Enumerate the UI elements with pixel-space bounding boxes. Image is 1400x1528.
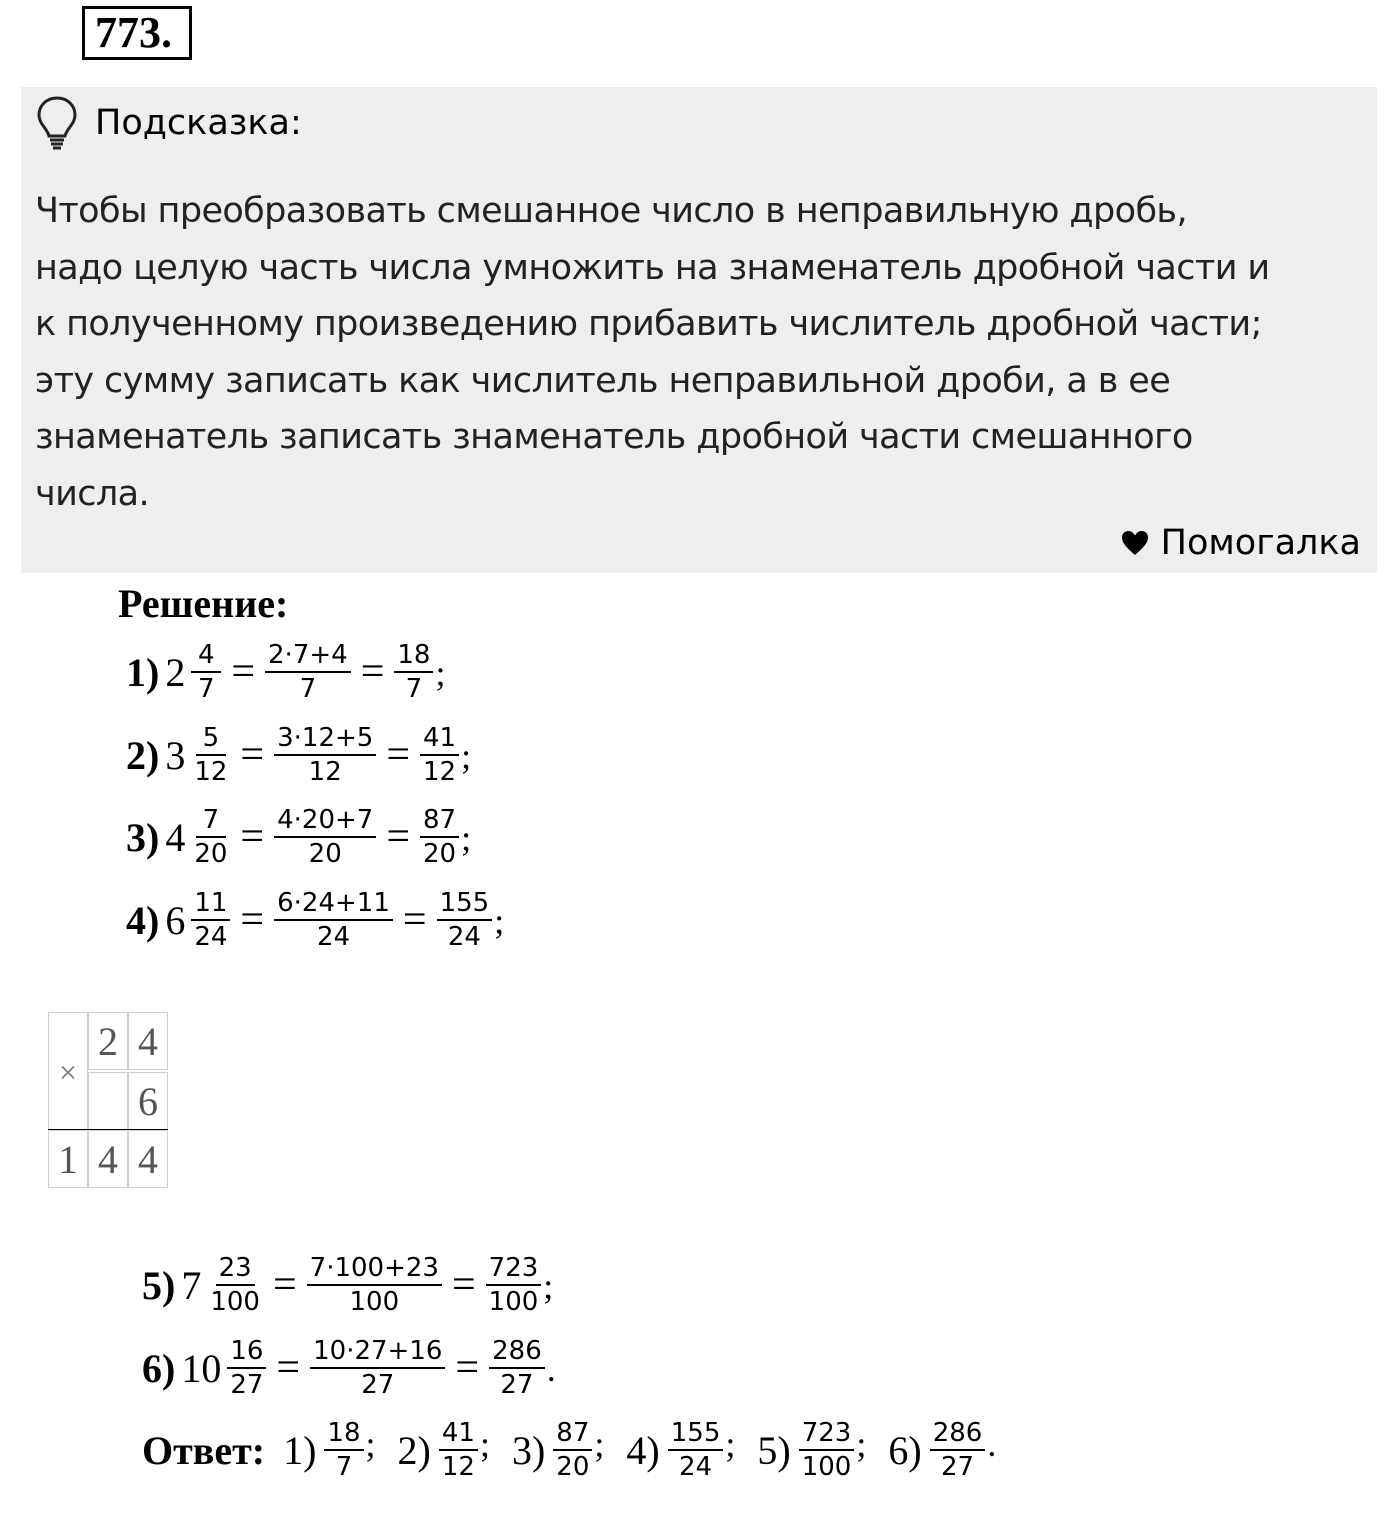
fraction <box>265 639 351 705</box>
whole-part: 10 <box>181 1345 222 1391</box>
denominator: 100 <box>349 1287 400 1317</box>
numerator: 5 <box>196 722 226 756</box>
numerator: 16 <box>227 1335 266 1369</box>
denominator: 100 <box>488 1287 539 1317</box>
denominator: 20 <box>308 839 342 869</box>
numerator: 41 <box>420 722 459 756</box>
denominator: 24 <box>679 1452 713 1482</box>
whole-part: 2 <box>165 649 186 695</box>
fraction <box>191 639 221 705</box>
punctuation: ; <box>856 1424 867 1464</box>
numerator: 155 <box>668 1417 724 1451</box>
hint-line: знаменатель записать знаменатель дробной части смешанного <box>35 417 1193 457</box>
punctuation: . <box>987 1424 997 1464</box>
denominator: 20 <box>556 1452 590 1482</box>
equals-sign: = <box>386 814 411 860</box>
punctuation: ; <box>479 1424 490 1464</box>
whole-part: 6 <box>165 897 186 943</box>
numerator: 18 <box>324 1417 363 1451</box>
numerator: 4 <box>191 639 221 673</box>
multiply-sign: × <box>48 1012 88 1130</box>
equals-sign: = <box>386 732 411 778</box>
equals-sign: = <box>231 649 256 695</box>
numerator: 286 <box>930 1417 986 1451</box>
heart-icon <box>1121 530 1149 556</box>
hint-line: к полученному произведению прибавить числитель дробной части; <box>35 304 1262 344</box>
numerator: 3·12+5 <box>274 722 376 756</box>
answer-index: 4) <box>626 1427 660 1473</box>
fraction <box>486 1252 542 1318</box>
punctuation: . <box>546 1349 556 1389</box>
hint-line: Чтобы преобразовать смешанное число в неправильную дробь, <box>35 191 1187 231</box>
fraction <box>191 804 230 870</box>
equation-index: 2) <box>126 732 160 778</box>
column-multiplication <box>48 1012 168 1188</box>
answer-row <box>142 1408 1018 1492</box>
denominator: 27 <box>500 1370 534 1400</box>
numerator: 87 <box>553 1417 592 1451</box>
fraction <box>307 1252 442 1318</box>
numerator: 6·24+11 <box>274 887 393 921</box>
answer-item <box>757 1417 866 1483</box>
fraction <box>274 804 376 870</box>
equals-sign: = <box>272 1262 297 1308</box>
problem-number: 773. <box>82 6 192 60</box>
numerator: 18 <box>394 639 433 673</box>
equation-4 <box>126 880 504 960</box>
fraction <box>394 639 433 705</box>
fraction <box>191 887 230 953</box>
denominator: 27 <box>230 1370 264 1400</box>
equation-index: 1) <box>126 649 160 695</box>
fraction <box>553 1417 592 1483</box>
answer-item <box>888 1417 996 1483</box>
equals-sign: = <box>276 1345 301 1391</box>
punctuation: ; <box>365 1424 376 1464</box>
answer-index: 6) <box>888 1427 922 1473</box>
numerator: 11 <box>191 887 230 921</box>
denominator: 24 <box>316 922 351 952</box>
equation-3 <box>126 797 471 877</box>
fraction <box>227 1335 266 1401</box>
fraction <box>207 1252 263 1318</box>
hint-panel <box>21 87 1377 573</box>
fraction <box>191 722 230 788</box>
fraction <box>489 1335 545 1401</box>
numerator: 286 <box>489 1335 545 1369</box>
fraction <box>439 1417 478 1483</box>
answer-label: Ответ: <box>142 1427 266 1473</box>
numerator: 7·100+23 <box>307 1252 442 1286</box>
denominator: 7 <box>299 674 317 704</box>
punctuation: ; <box>594 1424 605 1464</box>
hint-text <box>35 183 1365 522</box>
hint-line: надо целую часть числа умножить на знаменатель дробной части и <box>35 247 1270 288</box>
punctuation: ; <box>435 653 446 693</box>
answer-item <box>626 1417 735 1483</box>
answer-item <box>512 1417 604 1483</box>
equation-1 <box>126 632 446 712</box>
hint-line: числа. <box>35 473 150 514</box>
answer-item <box>283 1417 375 1483</box>
fraction <box>274 887 393 953</box>
denominator: 100 <box>210 1287 260 1317</box>
fraction <box>799 1417 855 1483</box>
digit-cell: 1 <box>48 1130 88 1188</box>
lightbulb-icon <box>35 95 79 151</box>
fraction <box>420 722 459 788</box>
hint-title: Подсказка: <box>95 103 302 143</box>
equals-sign: = <box>402 897 427 943</box>
equals-sign: = <box>451 1262 476 1308</box>
numerator: 4·20+7 <box>274 804 376 838</box>
whole-part: 4 <box>165 814 186 860</box>
answer-index: 5) <box>757 1427 791 1473</box>
equals-sign: = <box>240 897 265 943</box>
whole-part: 3 <box>165 732 186 778</box>
fraction <box>437 887 493 953</box>
answer-index: 3) <box>511 1427 546 1473</box>
whole-part: 7 <box>181 1262 202 1308</box>
answer-item <box>398 1417 490 1483</box>
equation-index: 6) <box>142 1345 176 1391</box>
solution-label: Решение: <box>118 581 289 626</box>
equation-2 <box>126 715 471 795</box>
numerator: 723 <box>799 1417 855 1451</box>
equals-sign: = <box>455 1345 480 1391</box>
numerator: 2·7+4 <box>265 639 351 673</box>
denominator: 27 <box>940 1452 975 1482</box>
denominator: 27 <box>361 1370 395 1400</box>
answer-index: 1) <box>283 1427 317 1473</box>
equation-index: 3) <box>126 814 160 860</box>
punctuation: ; <box>725 1424 736 1464</box>
equals-sign: = <box>360 649 385 695</box>
equals-sign: = <box>240 732 265 778</box>
digit-cell: 4 <box>128 1012 168 1070</box>
punctuation: ; <box>494 901 505 941</box>
digit-cell: 6 <box>128 1072 168 1130</box>
denominator: 20 <box>423 839 457 869</box>
digit-cell: 4 <box>128 1130 168 1188</box>
fraction <box>324 1417 363 1483</box>
denominator: 12 <box>194 757 228 787</box>
numerator: 155 <box>437 887 493 921</box>
numerator: 10·27+16 <box>310 1335 445 1369</box>
denominator: 100 <box>801 1452 852 1482</box>
denominator: 7 <box>198 674 215 704</box>
denominator: 20 <box>194 839 228 869</box>
brand-name: Помогалка <box>1160 523 1361 563</box>
fraction <box>274 722 376 788</box>
denominator: 12 <box>308 757 342 787</box>
answer-index: 2) <box>397 1427 431 1473</box>
brand-link[interactable] <box>1121 521 1361 565</box>
denominator: 12 <box>441 1452 475 1482</box>
equation-index: 4) <box>126 897 160 943</box>
numerator: 41 <box>439 1417 478 1451</box>
denominator: 7 <box>335 1452 353 1482</box>
denominator: 12 <box>423 757 457 787</box>
fraction <box>930 1417 986 1483</box>
numerator: 87 <box>420 804 459 838</box>
fraction <box>420 804 459 870</box>
equation-6 <box>142 1328 556 1408</box>
denominator: 24 <box>447 922 481 952</box>
denominator: 24 <box>194 922 228 952</box>
equation-index: 5) <box>142 1262 176 1308</box>
denominator: 7 <box>405 674 423 704</box>
fraction <box>310 1335 445 1401</box>
hint-line: эту сумму записать как числитель неправильной дроби, а в ее <box>35 360 1171 401</box>
digit-cell: 4 <box>88 1130 128 1188</box>
equation-5 <box>142 1245 553 1325</box>
punctuation: ; <box>461 736 472 776</box>
equals-sign: = <box>240 814 265 860</box>
punctuation: ; <box>461 818 472 858</box>
numerator: 7 <box>196 804 226 838</box>
numerator: 723 <box>486 1252 542 1286</box>
punctuation: ; <box>543 1266 554 1306</box>
numerator: 23 <box>216 1252 255 1286</box>
fraction <box>668 1417 724 1483</box>
digit-cell: 2 <box>88 1012 128 1070</box>
digit-cell <box>88 1072 128 1130</box>
